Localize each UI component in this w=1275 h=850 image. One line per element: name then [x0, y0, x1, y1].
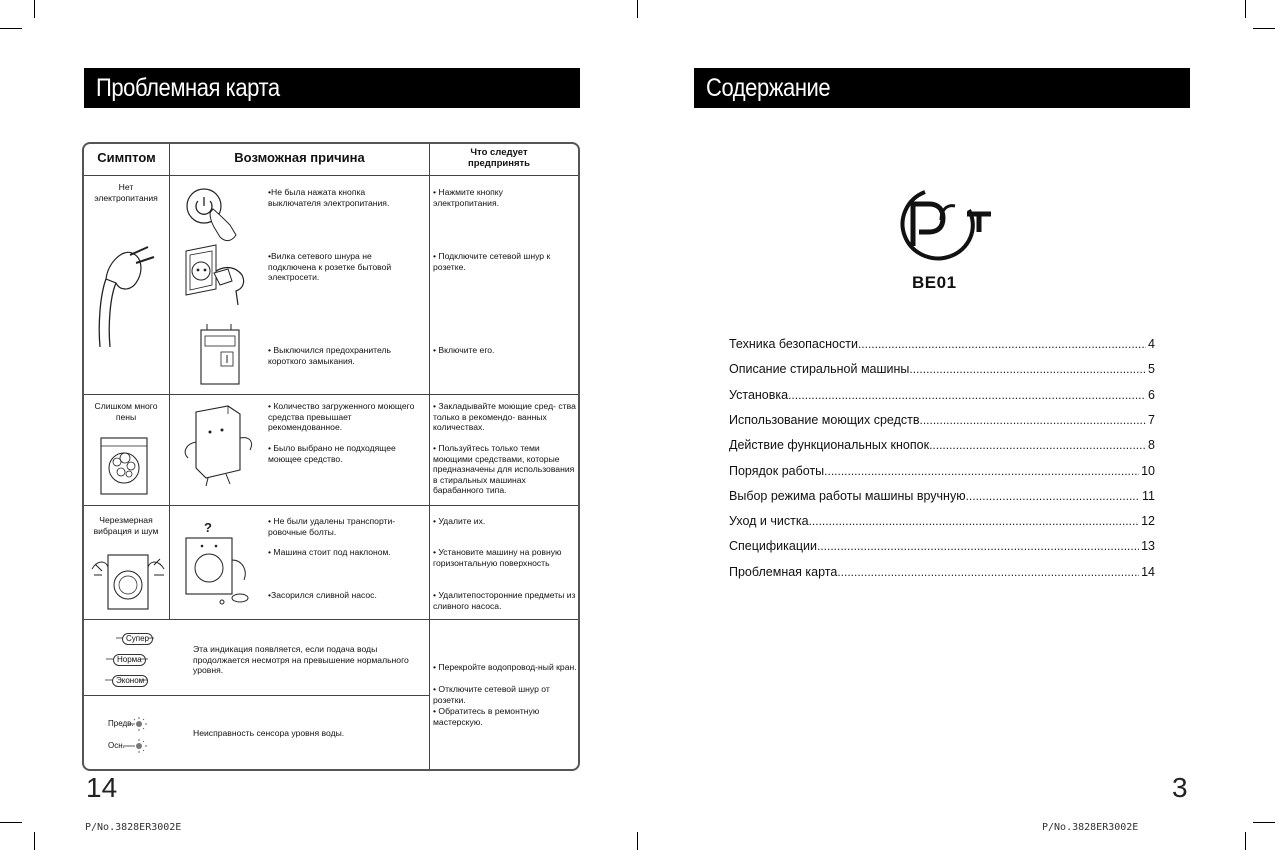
- toc-leader-dots: [824, 464, 1139, 478]
- fuse-box-icon: [195, 322, 245, 387]
- action-text: • Удалитепосторонние предметы из сливного насоса.: [433, 590, 576, 611]
- power-plug-icon: [90, 235, 160, 350]
- toc-entry-page: 12: [1141, 514, 1155, 529]
- indicator-label: Эконом: [112, 675, 148, 687]
- left-part-number: P/No.3828ER3002E: [85, 822, 182, 833]
- toc-entry-page: 11: [1142, 488, 1155, 503]
- cause-text: •Засорился сливной насос.: [268, 590, 377, 600]
- vibrating-washer-icon: [88, 545, 168, 615]
- indicator-action-text: • Обратитесь в ремонтную мастерскую.: [433, 706, 540, 727]
- toc-entry-label: Проблемная карта: [729, 564, 838, 579]
- indicator-label: Супер: [122, 633, 153, 645]
- toc-entry[interactable]: [729, 489, 1155, 503]
- svg-text:?: ?: [204, 520, 212, 535]
- toc-entry-page: 7: [1148, 412, 1155, 427]
- toc-entry[interactable]: [729, 438, 1155, 452]
- socket-plug-icon: [180, 245, 260, 315]
- toc-entry[interactable]: [729, 464, 1155, 478]
- indicator-action-text: • Отключите сетевой шнур от розетки.: [433, 684, 550, 705]
- symptom-vibration-noise: Черезмерная вибрация и шум: [93, 515, 159, 536]
- left-page-header: Проблемная карта: [84, 68, 580, 108]
- header-action: Что следует предпринять: [467, 147, 530, 169]
- action-text: • Пользуйтесь только теми моющими средствами, которые предназначены для использования в стиральных машинах барабанного типа.: [433, 443, 575, 496]
- toc-leader-dots: [966, 489, 1140, 503]
- toc-leader-dots: [788, 388, 1146, 402]
- toc-leader-dots: [858, 337, 1146, 351]
- right-page-header: Содержание: [694, 68, 1190, 108]
- toc-entry-page: 10: [1141, 463, 1155, 478]
- toc-entry-label: Установка: [729, 387, 789, 402]
- cause-text: • Не были удалены транспорти- ровочные болты.: [268, 516, 396, 537]
- toc-leader-dots: [929, 438, 1146, 452]
- toc-entry-page: 8: [1148, 438, 1155, 453]
- cause-text: • Было выбрано не подходящее моющее средство.: [268, 443, 396, 464]
- certification-mark-icon: [895, 188, 995, 263]
- toc-entry-label: Использование моющих средств: [729, 412, 920, 427]
- toc-leader-dots: [817, 539, 1139, 553]
- action-text: • Закладывайте моющие сред- ства только в рекомендо- ванных количествах.: [433, 401, 576, 433]
- toc-leader-dots: [837, 565, 1139, 579]
- toc-entry-page: 6: [1148, 387, 1155, 402]
- cause-text: •Вилка сетевого шнура не подключена к розетке бытовой электросети.: [268, 251, 392, 283]
- toc-leader-dots: [920, 413, 1147, 427]
- action-text: • Нажмите кнопку электропитания.: [433, 187, 503, 208]
- header-symptom: Симптом: [97, 150, 156, 165]
- indicator-sensor-text: Неисправность сенсора уровня воды.: [193, 728, 345, 738]
- toc-entry[interactable]: [729, 514, 1155, 528]
- indicator-action-text: • Перекройте водопровод-ный кран.: [433, 662, 577, 672]
- action-text: • Включите его.: [433, 345, 495, 355]
- toc-entry-label: Действие функциональных кнопок: [729, 438, 930, 453]
- toc-entry-label: Уход и чистка: [729, 514, 809, 529]
- toc-entry[interactable]: [729, 337, 1155, 351]
- toc-leader-dots: [909, 362, 1146, 376]
- symptom-no-power: Нет электропитания: [94, 182, 158, 203]
- cause-text: • Машина стоит под наклоном.: [268, 547, 391, 557]
- toc-entry[interactable]: [729, 413, 1155, 427]
- right-part-number: P/No.3828ER3002E: [1042, 822, 1139, 833]
- foam-washer-icon: [95, 428, 155, 498]
- left-page-number: 14: [86, 772, 118, 803]
- toc-entry-page: 5: [1148, 362, 1155, 377]
- indicator-overflow-text: Эта индикация появляется, если подача воды продолжается несмотря на превышение нормального уровня.: [193, 644, 409, 676]
- right-page-number: 3: [1172, 772, 1188, 803]
- cause-text: • Выключился предохранитель короткого замыкания.: [268, 345, 392, 366]
- cause-text: • Количество загруженного моющего средства превышает рекомендованное.: [268, 401, 415, 433]
- action-text: • Установите машину на ровную горизонтальную поверхность: [433, 547, 562, 568]
- toc-entry-page: 13: [1141, 539, 1155, 554]
- symptom-too-much-foam: Слишком много пены: [94, 401, 158, 422]
- toc-entry-label: Порядок работы: [729, 463, 825, 478]
- certification-code: BE01: [912, 273, 957, 292]
- indicator-label: Норма: [113, 654, 146, 666]
- toc-entry[interactable]: [729, 565, 1155, 579]
- toc-leader-dots: [809, 514, 1140, 528]
- action-text: • Подключите сетевой шнур к розетке.: [433, 251, 551, 272]
- cause-text: •Не была нажата кнопка выключателя электропитания.: [268, 187, 390, 208]
- detergent-box-icon: [178, 402, 263, 487]
- toc-entry-page: 4: [1148, 337, 1155, 351]
- toc-entry-label: Выбор режима работы машины вручную: [729, 488, 966, 503]
- toc-entry-label: Спецификации: [729, 539, 817, 554]
- toc-entry[interactable]: [729, 539, 1155, 553]
- toc-entry-label: Описание стиральной машины: [729, 362, 910, 377]
- toc-entry-label: Техника безопасности: [729, 337, 858, 351]
- toc-entry[interactable]: [729, 388, 1155, 402]
- header-cause: Возможная причина: [234, 150, 365, 165]
- action-text: • Удалите их.: [433, 516, 486, 526]
- toc-entry-page: 14: [1141, 564, 1155, 579]
- indicator-label: Предв.: [108, 719, 134, 728]
- indicator-label: Осн.: [108, 741, 125, 750]
- toc-entry[interactable]: [729, 362, 1155, 376]
- confused-washer-icon: [178, 520, 258, 610]
- power-button-icon: [180, 185, 240, 245]
